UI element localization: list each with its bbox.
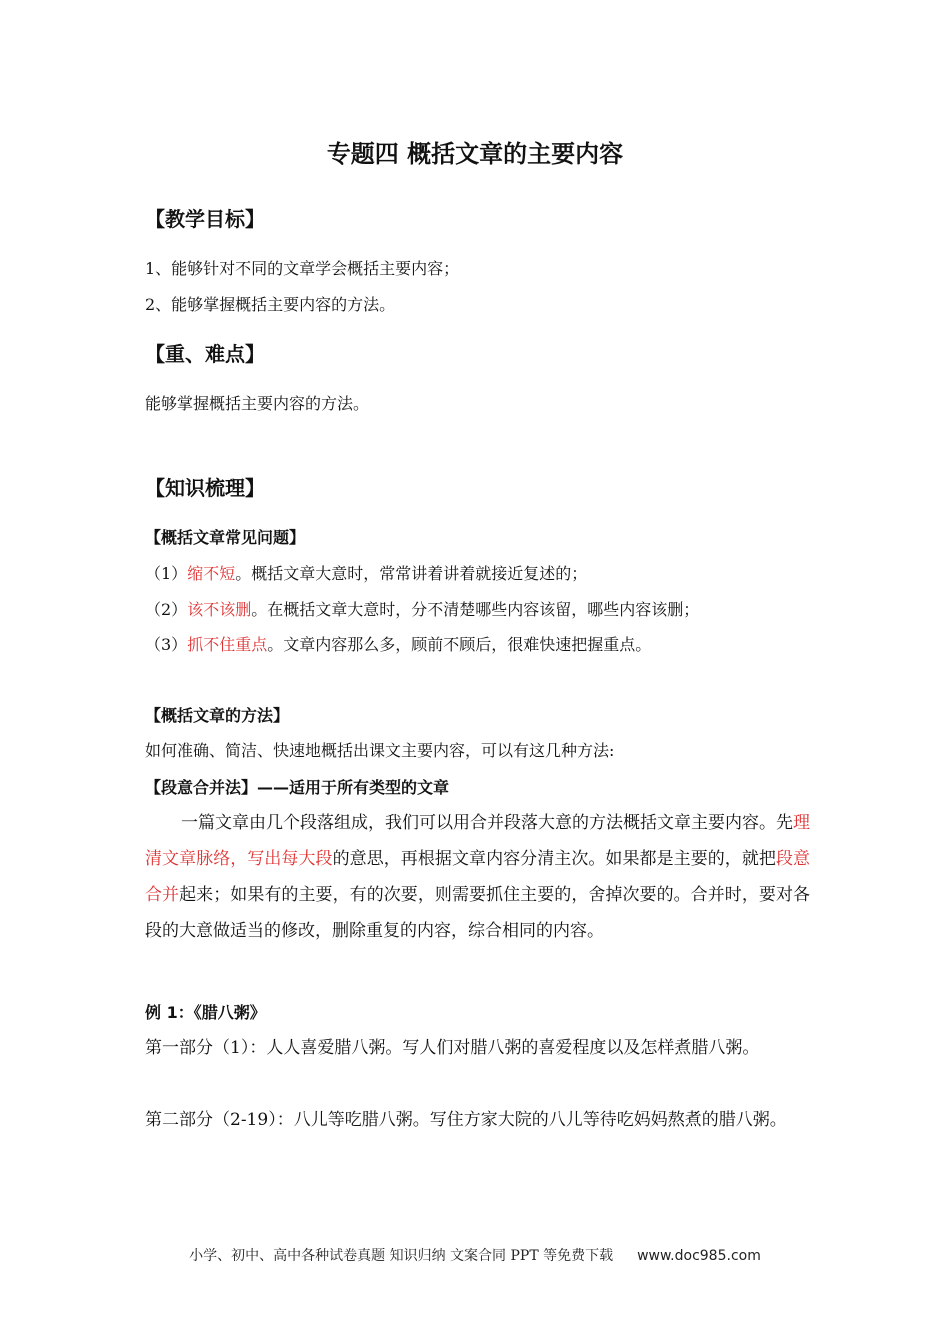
- method1-text-1: 一篇文章由几个段落组成，我们可以用合并段落大意的方法概括文章主要内容。先: [181, 813, 793, 833]
- page-footer: [0, 1245, 950, 1265]
- problem-text: 。在概括文章大意时，分不清楚哪些内容该留，哪些内容该删；: [251, 600, 700, 619]
- problem-number: （2）: [145, 600, 188, 619]
- method1-text-2: 的意思，再根据文章内容分清主次。如果都是主要的，就把: [332, 849, 776, 869]
- key-points-text: 能够掌握概括主要内容的方法。: [145, 394, 370, 413]
- goal-item-1: 1、能够针对不同的文章学会概括主要内容；: [145, 259, 460, 278]
- example-heading: 例 1：《腊八粥》: [145, 1003, 266, 1022]
- problem-text: 。概括文章大意时，常常讲着讲着就接近复述的；: [235, 564, 588, 583]
- page-title: 专题四 概括文章的主要内容: [326, 140, 624, 168]
- example-part-1: 第一部分（1）：人人喜爱腊八粥。写人们对腊八粥的喜爱程度以及怎样煮腊八粥。: [145, 1038, 760, 1058]
- problem-highlight: 抓不住重点: [187, 635, 268, 654]
- method1-heading: 【段意合并法】——适用于所有类型的文章: [145, 778, 450, 797]
- problem-number: （3）: [145, 635, 188, 654]
- key-points-heading: 【重、难点】: [145, 342, 265, 366]
- problem-item-3: [145, 632, 651, 655]
- goals-heading: 【教学目标】: [145, 207, 265, 231]
- methods-intro: 如何准确、简洁、快速地概括出课文主要内容，可以有这几种方法:: [145, 741, 615, 760]
- problem-item-2: [145, 597, 699, 620]
- methods-heading: 【概括文章的方法】: [145, 706, 290, 725]
- problems-heading: 【概括文章常见问题】: [145, 528, 306, 547]
- problem-highlight: 该不该删: [187, 600, 252, 619]
- problem-number: （1）: [145, 564, 188, 583]
- problem-text: 。文章内容那么多，顾前不顾后，很难快速把握重点。: [267, 635, 652, 654]
- method1-highlight-1: 理清文章脉络，写出每大段: [145, 813, 810, 869]
- example-part-2: 第二部分（2-19）：八儿等吃腊八粥。写住方家大院的八儿等待吃妈妈熬煮的腊八粥。: [145, 1110, 787, 1130]
- method1-paragraph: [145, 805, 810, 949]
- goal-item-2: 2、能够掌握概括主要内容的方法。: [145, 295, 396, 314]
- footer-text: 小学、初中、高中各种试卷真题 知识归纳 文案合同 PPT 等免费下载: [189, 1248, 614, 1264]
- knowledge-heading: 【知识梳理】: [145, 476, 265, 500]
- problem-item-1: [145, 561, 587, 584]
- footer-url: www.doc985.com: [637, 1248, 761, 1264]
- method1-highlight-2: 段意合并: [145, 849, 811, 905]
- method1-text-3: 起来；如果有的主要，有的次要，则需要抓住主要的，舍掉次要的。合并时，要对各段的大意做适当的修改，删除重复的内容，综合相同的内容。: [145, 885, 811, 941]
- problem-highlight: 缩不短: [187, 564, 236, 583]
